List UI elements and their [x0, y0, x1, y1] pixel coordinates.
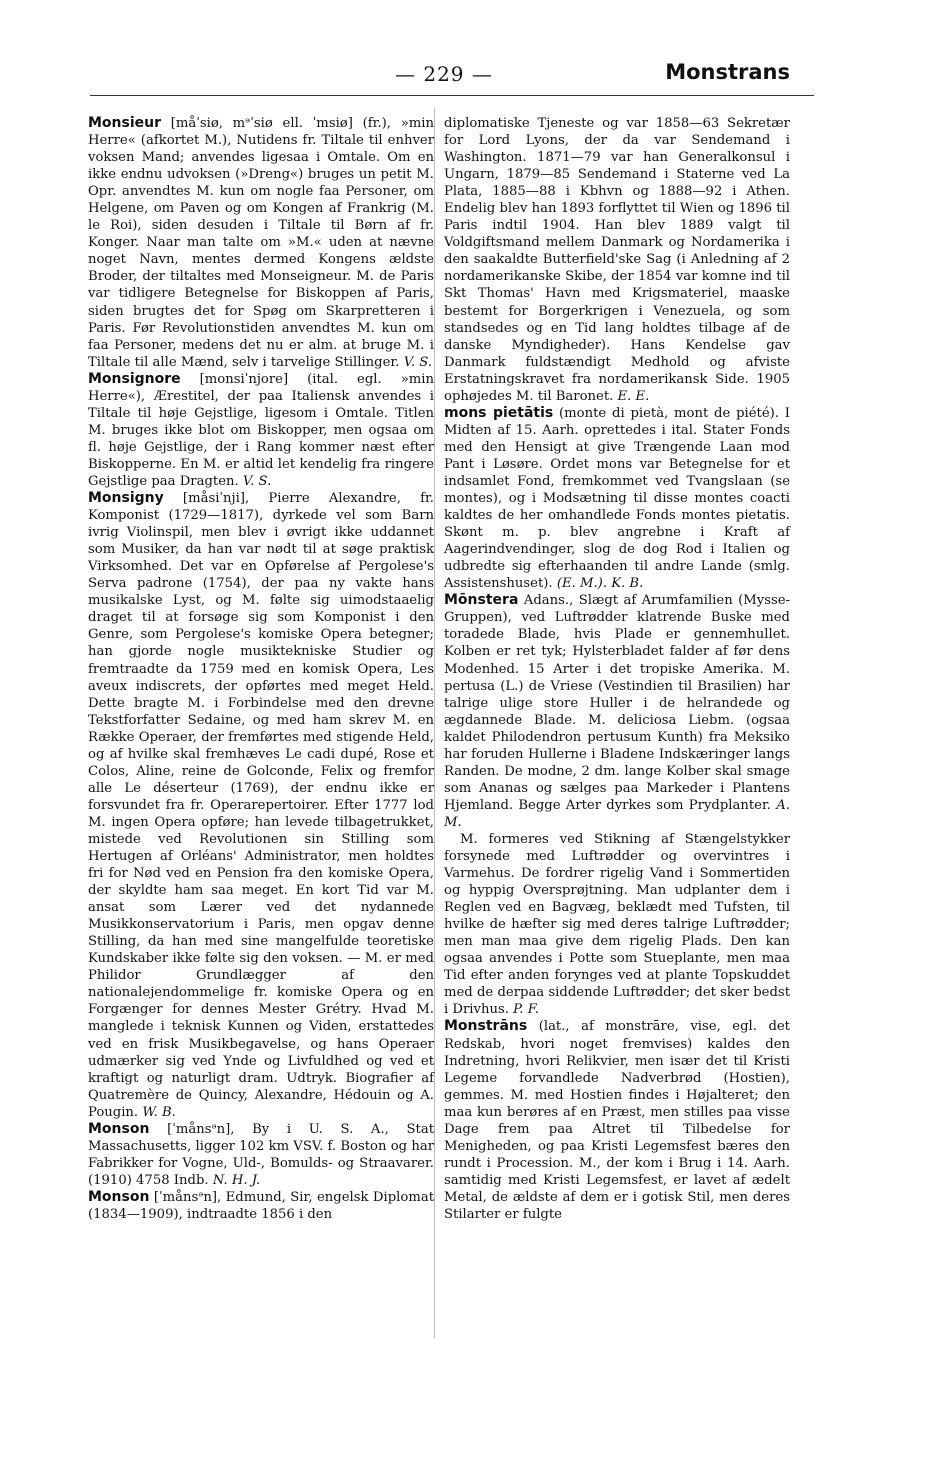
entry-monsieur — [88, 115, 434, 371]
signature: N. H. J. — [212, 1172, 261, 1188]
headword: mons pietātis — [444, 404, 554, 421]
entry-monsigny — [88, 490, 434, 1121]
entry-monstrans — [444, 1018, 790, 1223]
entry-mons-pietatis — [444, 405, 790, 593]
entry-text: (lat., af monstrāre, vise, egl. det Redskab, hvori noget fremvises) kaldes den Indretning, hvori Relikvier, men især det til Kristi Legeme forvandlede Nadverbrød (Hostien), gemmes. M. med Hostien findes i Højalteret; den maa kun berøres af en Præst, men stilles paa visse Dage frem paa Altret til Tilbedelse for Menigheden, og paa Kristi Legemsfest bæres den rundt i Procession. M., der kom i Brug i 14. Aarh. samtidig med Kristi Legemsfest, er lavet af ædelt Metal, de ældste af dem er i gotisk Stil, men deres Stilarter er fulgte — [444, 1019, 790, 1222]
entry-monson-continued — [444, 115, 790, 405]
signature: W. B. — [142, 1104, 176, 1120]
headword: Monsigny — [88, 490, 164, 507]
header-rule — [90, 95, 814, 96]
entry-text: diplomatiske Tjeneste og var 1858—63 Sekretær for Lord Lyons, der da var Sendemand i Washington. 1871—79 var han Generalkonsul i Ungarn, 1879—85 Sendemand i Staterne ved La Plata, 1885—88 i Kbhvn og 1888—92 i Athen. Endelig blev han 1893 forflyttet til Wien og 1896 til Paris indtil 1904. Han blev 1889 valgt til Voldgiftsmand mellem Danmark og Nordamerika i den saakaldte Butterfield'ske Sag (i Anledning af 2 nordamerikanske Skibe, der 1854 var komne ind til Skt Thomas' Havn med Krigsmateriel, maaske bestemt for Borgerkrigen i Venezuela, og som standsedes og en Tid lang holdtes tilbage af de danske Myndigheder). Hans Kendelse gav Danmark fuldstændigt Medhold og afviste Erstatningskravet fra nordamerikansk Side. 1905 ophøjedes M. til Baronet. — [444, 116, 790, 404]
entry-monsignore — [88, 371, 434, 490]
running-head: Monstrans — [665, 60, 790, 84]
entry-text: [ˈmånsᵊn], Edmund, Sir, engelsk Diplomat (1834—1909), indtraadte 1856 i den — [88, 1189, 434, 1222]
signature: P. F. — [513, 1002, 539, 1018]
entry-monstera-cultivation — [444, 831, 790, 1019]
signature: V. S. — [403, 354, 433, 370]
headword: Monsieur — [88, 115, 162, 131]
entry-text: M. formeres ved Stikning af Stængelstykker forsynede med Luftrødder og overvintres i Varmehus. De fordrer rigelig Vand i Sommertiden og hyppig Oversprøjtning. Man udplanter dem i Reglen ved en Bagvæg, beklædt med Tufsten, til hvilke de hæfter sig med deres talrige Luftrødder; men man maa give dem rigelig Plads. Den kan ogsaa anvendes i Potte som Stueplante, men maa Tid efter anden forynges ved at plante Topskuddet med de derpaa siddende Luftrødder; det sker bedst i Drivhus. — [444, 831, 790, 1018]
entry-text: [måsiˈnji], Pierre Alexandre, fr. Komponist (1729—1817), dyrkede vel som Barn ivrig Violinspil, men blev i øvrigt ikke uddannet som Musiker, da han var nødt til at søge praktisk Virksomhed. Det var en Opførelse af Pergolese's Serva padrone (1754), der paa ny vakte hans musikalske Lyst, og M. følte sig uimodstaaelig draget til at forsøge sig som Komponist i den Genre, som Pergolese's komiske Opera betegner; han gjorde nogle musiktekniske Studier og fremtraadte da 1759 med en komisk Opera, Les aveux indiscrets, der opførtes med meget Held. Dette bragte M. i Forbindelse med den drevne Tekstforfatter Sedaine, og med ham skrev M. en Række Operaer, der fremførtes med stigende Held, og af hvilke skal fremhæves Le cadi dupé, Rose et Colos, Aline, reine de Golconde, Felix og fremfor alle Le déserteur (1769), der endnu ikke er forsvundet fra fr. Operarepertoirer. Efter 1777 lod M. ingen Opera opføre; han levede tilbagetrukket, mistede ved Revolutionen sin Stilling som Hertugen af Orléans' Administrator, men holdtes fri for Nød ved en Pension fra den komiske Opera, der skyldte ham saa meget. En kort Tid var M. ansat som Lærer ved det nydannede Musikkonservatorium i Paris, men opgav denne Stilling, da han med sine mangelfulde teoretiske Kundskaber ikke følte sig den voksen. — M. er med Philidor Grundlægger af den nationalejendommelige fr. komiske Opera og en Forgænger for dennes Mester Grétry. Hvad M. manglede i teknisk Kunnen og Viden, erstattedes ved en frisk Musikbegavelse, og hans Operaer udmærker sig ved Ynde og Livfuldhed og ved et kraftigt og naturligt dram. Udtryk. Biografier af Quatremère de Quincy, Alexandre, Hédouin og A. Pougin. — [88, 491, 434, 1120]
page-number: — 229 — — [395, 62, 493, 86]
page-header — [0, 62, 928, 92]
headword: Monstrāns — [444, 1018, 528, 1035]
signature: A. M. — [444, 797, 790, 830]
entry-text: (monte di pietà, mont de piété). I Midten af 15. Aarh. oprettedes i ital. Stater Fonds med den Hensigt at give Trængende Laan mod Pant i Løsøre. Ordet mons var Betegnelse for et indsamlet Fond, fremkommet ved Tvangslaan (se montes), og i Modsætning til disse montes coacti kaldtes de her omhandlede Fonds montes pietatis. Skønt m. p. blev angrebne i Kraft af Aagerindvendinger, slog de dog Rod i Italien og udbredte sig efterhaanden til andre Lande (smlg. Assistenshuset). — [444, 405, 790, 592]
entry-text: [måˈsiø, mᵊˈsiø ell. ˈmsiø] (fr.), »min Herre« (afkortet M.), Nutidens fr. Tiltale til enhver voksen Mand; anvendes ligesaa i Omtale. Om en ikke endnu udvoksen (»Dreng«) bruges un petit M. Opr. anvendtes M. kun om nogle faa Personer, om Helgene, om Paven og om Kongen af Frankrig (M. le Roi), siden desuden i Tiltale til Børn af fr. Konger. Naar man talte om »M.« uden at nævne noget Navn, mentes dermed Kongens ældste Broder, der tiltaltes med Monseigneur. M. de Paris var tidligere Betegnelse for Biskoppen af Paris, siden brugtes det for Spøg om Skarpretteren i Paris. Før Revolutionstiden anvendtes M. kun om faa Personer, medens det nu er alm. at bruge M. i Tiltale til alle Mænd, selv i tarvelige Stillinger. — [88, 116, 434, 370]
left-column — [88, 115, 434, 1223]
signature: (E. M.). K. B. — [556, 576, 644, 592]
entry-text: [ˈmånsᵊn], By i U. S. A., Stat Massachusetts, ligger 102 km VSV. f. Boston og har Fabrikker for Vogne, Uld-, Bomulds- og Straavarer. (1910) 4758 Indb. — [88, 1121, 434, 1188]
headword: Monson — [88, 1120, 150, 1137]
entry-text: [monsiˈnjore] (ital. egl. »min Herre«), Ærestitel, der paa Italiensk anvendes i Tiltale til høje Gejstlige, ligesom i Omtale. Titlen M. bruges ikke blot om Biskopper, men ogsaa om fl. høje Gejstlige, der i Rang kommer næst efter Biskopperne. En M. er altid let kendelig fra ringere Gejstlige paa Dragten. — [88, 371, 434, 489]
headword: Monsignore — [88, 370, 181, 387]
entry-text: Adans., Slægt af Arumfamilien (Mysse-Gruppen), ved Luftrødder klatrende Buske med toradede Blade, hvis Plade er gennemhullet. Kolben er ret tyk; Hylsterbladet falder af før dens Modenhed. 15 Arter i det tropiske Amerika. M. pertusa (L.) de Vriese (Vestindien til Brasilien) har talrige ulige store Huller i de helrandede og ægdannede Blade. M. deliciosa Liebm. (ogsaa kaldet Philodendron pertusum Kunth) fra Meksiko har foruden Hullerne i Bladene Indskæringer langs Randen. De modne, 2 dm. lange Kolber skal smage som Ananas og sælges paa Markeder i Plantens Hjemland. Begge Arter dyrkes som Prydplanter. — [444, 593, 790, 813]
signature: V. S. — [242, 473, 272, 489]
entry-monson-edmund — [88, 1189, 434, 1223]
right-column — [444, 115, 790, 1223]
signature: E. E. — [617, 388, 650, 404]
headword: Mōnstera — [444, 592, 519, 609]
entry-monson-town — [88, 1121, 434, 1189]
column-divider — [434, 108, 435, 1338]
headword: Monson — [88, 1188, 150, 1205]
entry-monstera — [444, 592, 790, 831]
